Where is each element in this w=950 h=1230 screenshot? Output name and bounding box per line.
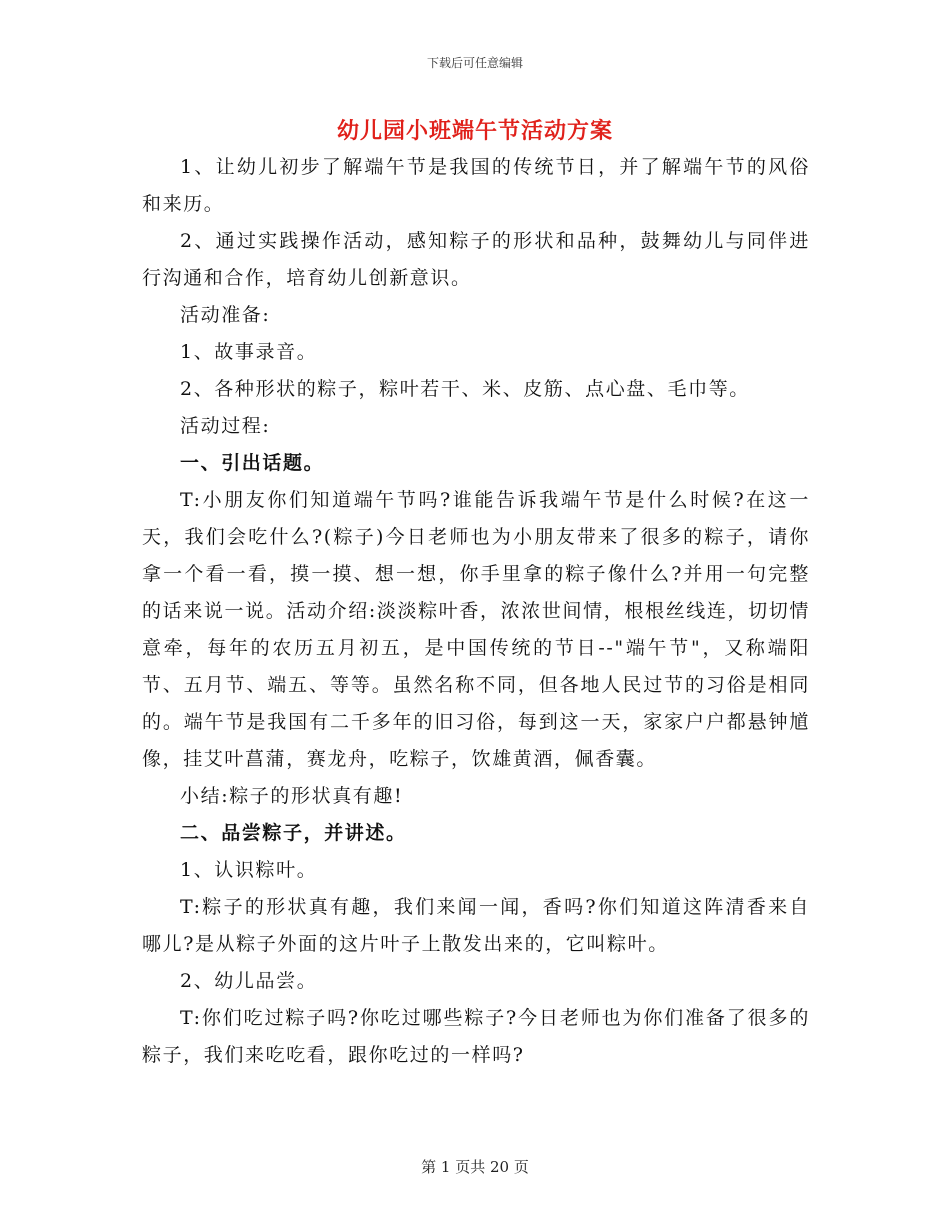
- paragraph-objective-1: 1、让幼儿初步了解端午节是我国的传统节日，并了解端午节的风俗和来历。: [142, 156, 810, 215]
- sub-step-1: 1、认识粽叶。: [180, 859, 318, 881]
- paragraph-introduction: T:小朋友你们知道端午节吗?谁能告诉我端午节是什么时候?在这一天，我们会吃什么?(粽子)今日老师也为小朋友带来了很多的粽子，请你拿一个看一看，摸一摸、想一想，你手里拿的粽子像什么?并用一句完整的话来说一说。活动介绍:淡淡粽叶香，浓浓世间情，根根丝线连，切切情意牵，每年的农历五月初五，是中国传统的节日--"端午节"，又称端阳节、五月节、端五、等等。虽然名称不同，但各地人民过节的习俗是相同的。端午节是我国有二千多年的旧习俗，每到这一天，家家户户都悬钟馗像，挂艾叶菖蒲，赛龙舟，吃粽子，饮雄黄酒，佩香囊。: [142, 489, 810, 770]
- document-title: 幼儿园小班端午节活动方案: [336, 118, 613, 144]
- page-number: 第 1 页共 20 页: [421, 1158, 529, 1176]
- section-label-preparation: 活动准备:: [180, 304, 271, 326]
- section-label-process: 活动过程:: [180, 415, 271, 437]
- header-note: 下载后可任意编辑: [426, 56, 523, 70]
- preparation-item-1: 1、故事录音。: [180, 341, 318, 363]
- step-heading-1: 一、引出话题。: [180, 452, 325, 474]
- document-body: [142, 149, 810, 1074]
- step-heading-2: 二、品尝粽子，并讲述。: [180, 822, 407, 844]
- paragraph-objective-2: 2、通过实践操作活动，感知粽子的形状和品种，鼓舞幼儿与同伴进行沟通和合作，培育幼儿创新意识。: [142, 230, 810, 289]
- paragraph-summary: 小结:粽子的形状真有趣!: [180, 785, 404, 807]
- sub-step-2: 2、幼儿品尝。: [180, 970, 318, 992]
- paragraph-leaf: T:粽子的形状真有趣，我们来闻一闻，香吗?你们知道这阵清香来自哪儿?是从粽子外面的这片叶子上散发出来的，它叫粽叶。: [142, 896, 810, 955]
- paragraph-tasting: T:你们吃过粽子吗?你吃过哪些粽子?今日老师也为你们准备了很多的粽子，我们来吃吃看，跟你吃过的一样吗?: [142, 1007, 810, 1066]
- preparation-item-2: 2、各种形状的粽子，粽叶若干、米、皮筋、点心盘、毛巾等。: [180, 378, 750, 400]
